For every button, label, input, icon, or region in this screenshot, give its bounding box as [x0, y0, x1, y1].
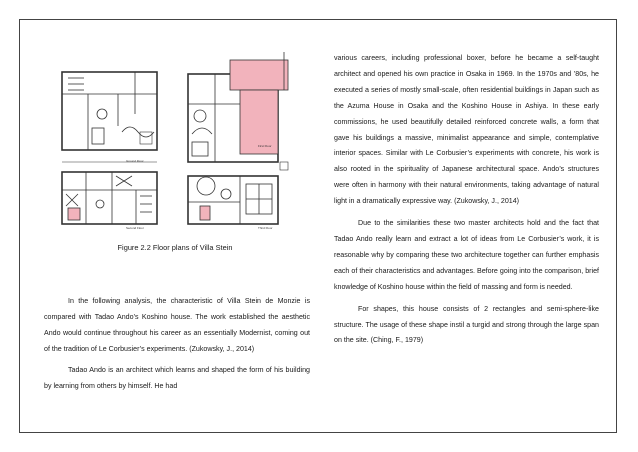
paragraph: Tadao Ando is an architect which learns and shaped the form of his building by learning from others by himself. He had — [44, 365, 310, 390]
paragraph: In the following analysis, the characteristic of Villa Stein de Monzie is compared with Tadao Ando’s Koshino house. The work established the aesthetic Ando would continue throughout his career as an essentially Modernist, coming out of the tradition of Le Corbusier’s experiments. (Zukowsky, J., 2014) — [44, 297, 310, 353]
plan-label-second: Second Floor — [126, 226, 144, 230]
plan-label-first: First Floor — [258, 144, 272, 148]
second-floor-plan — [62, 172, 157, 224]
first-floor-plan — [188, 52, 288, 170]
plan-label-third: Third Floor — [258, 226, 273, 230]
ground-floor-plan — [62, 72, 157, 162]
floor-plans-drawing — [40, 44, 310, 234]
figure-caption: Figure 2.2 Floor plans of Villa Stein — [117, 243, 233, 252]
paragraph: Due to the similarities these two master architects hold and the fact that Tadao Ando really learn and extract a lot of ideas from Le Corbusier’s work, it is reasonable why by comparing these two architecture together can further emphasis each of their characteristics and advantages. Before going into the comparison, brief knowledge of Koshino house within the field of massing and form is needed. — [334, 219, 599, 291]
plan-label-ground: Ground Floor — [126, 159, 144, 163]
left-column-text — [44, 294, 310, 394]
paragraph: various careers, including professional boxer, before he became a self-taught architect and opened his own practice in Osaka in 1969. In the 1970s and ’80s, he executed a series of mostly small-scale, often residential buildings in Japan such as the Azuma House in Osaka and the Koshino House in Ashiya. In these early commissions, he used beautifully detailed reinforced concrete walls, a form that gave his buildings a massive, minimalist appearance and simple, contemplative interior spaces. Similar with Le Corbusier’s experiments with concrete, his work is also rooted in the spirituality of Japanese architectural space. Ando’s structures were often in harmony with their natural environments, taking advantage of natural light in a dramatically expressive way. (Zukowsky, J., 2014) — [334, 54, 599, 206]
paragraph: For shapes, this house consists of 2 rectangles and semi-sphere-like structure. The usage of these shape instil a turgid and strong through the large span on the site. (Ching, F., 1979) — [334, 304, 599, 345]
third-floor-plan — [188, 176, 278, 224]
figure-floor-plans — [40, 44, 310, 239]
right-column-text — [334, 51, 599, 349]
